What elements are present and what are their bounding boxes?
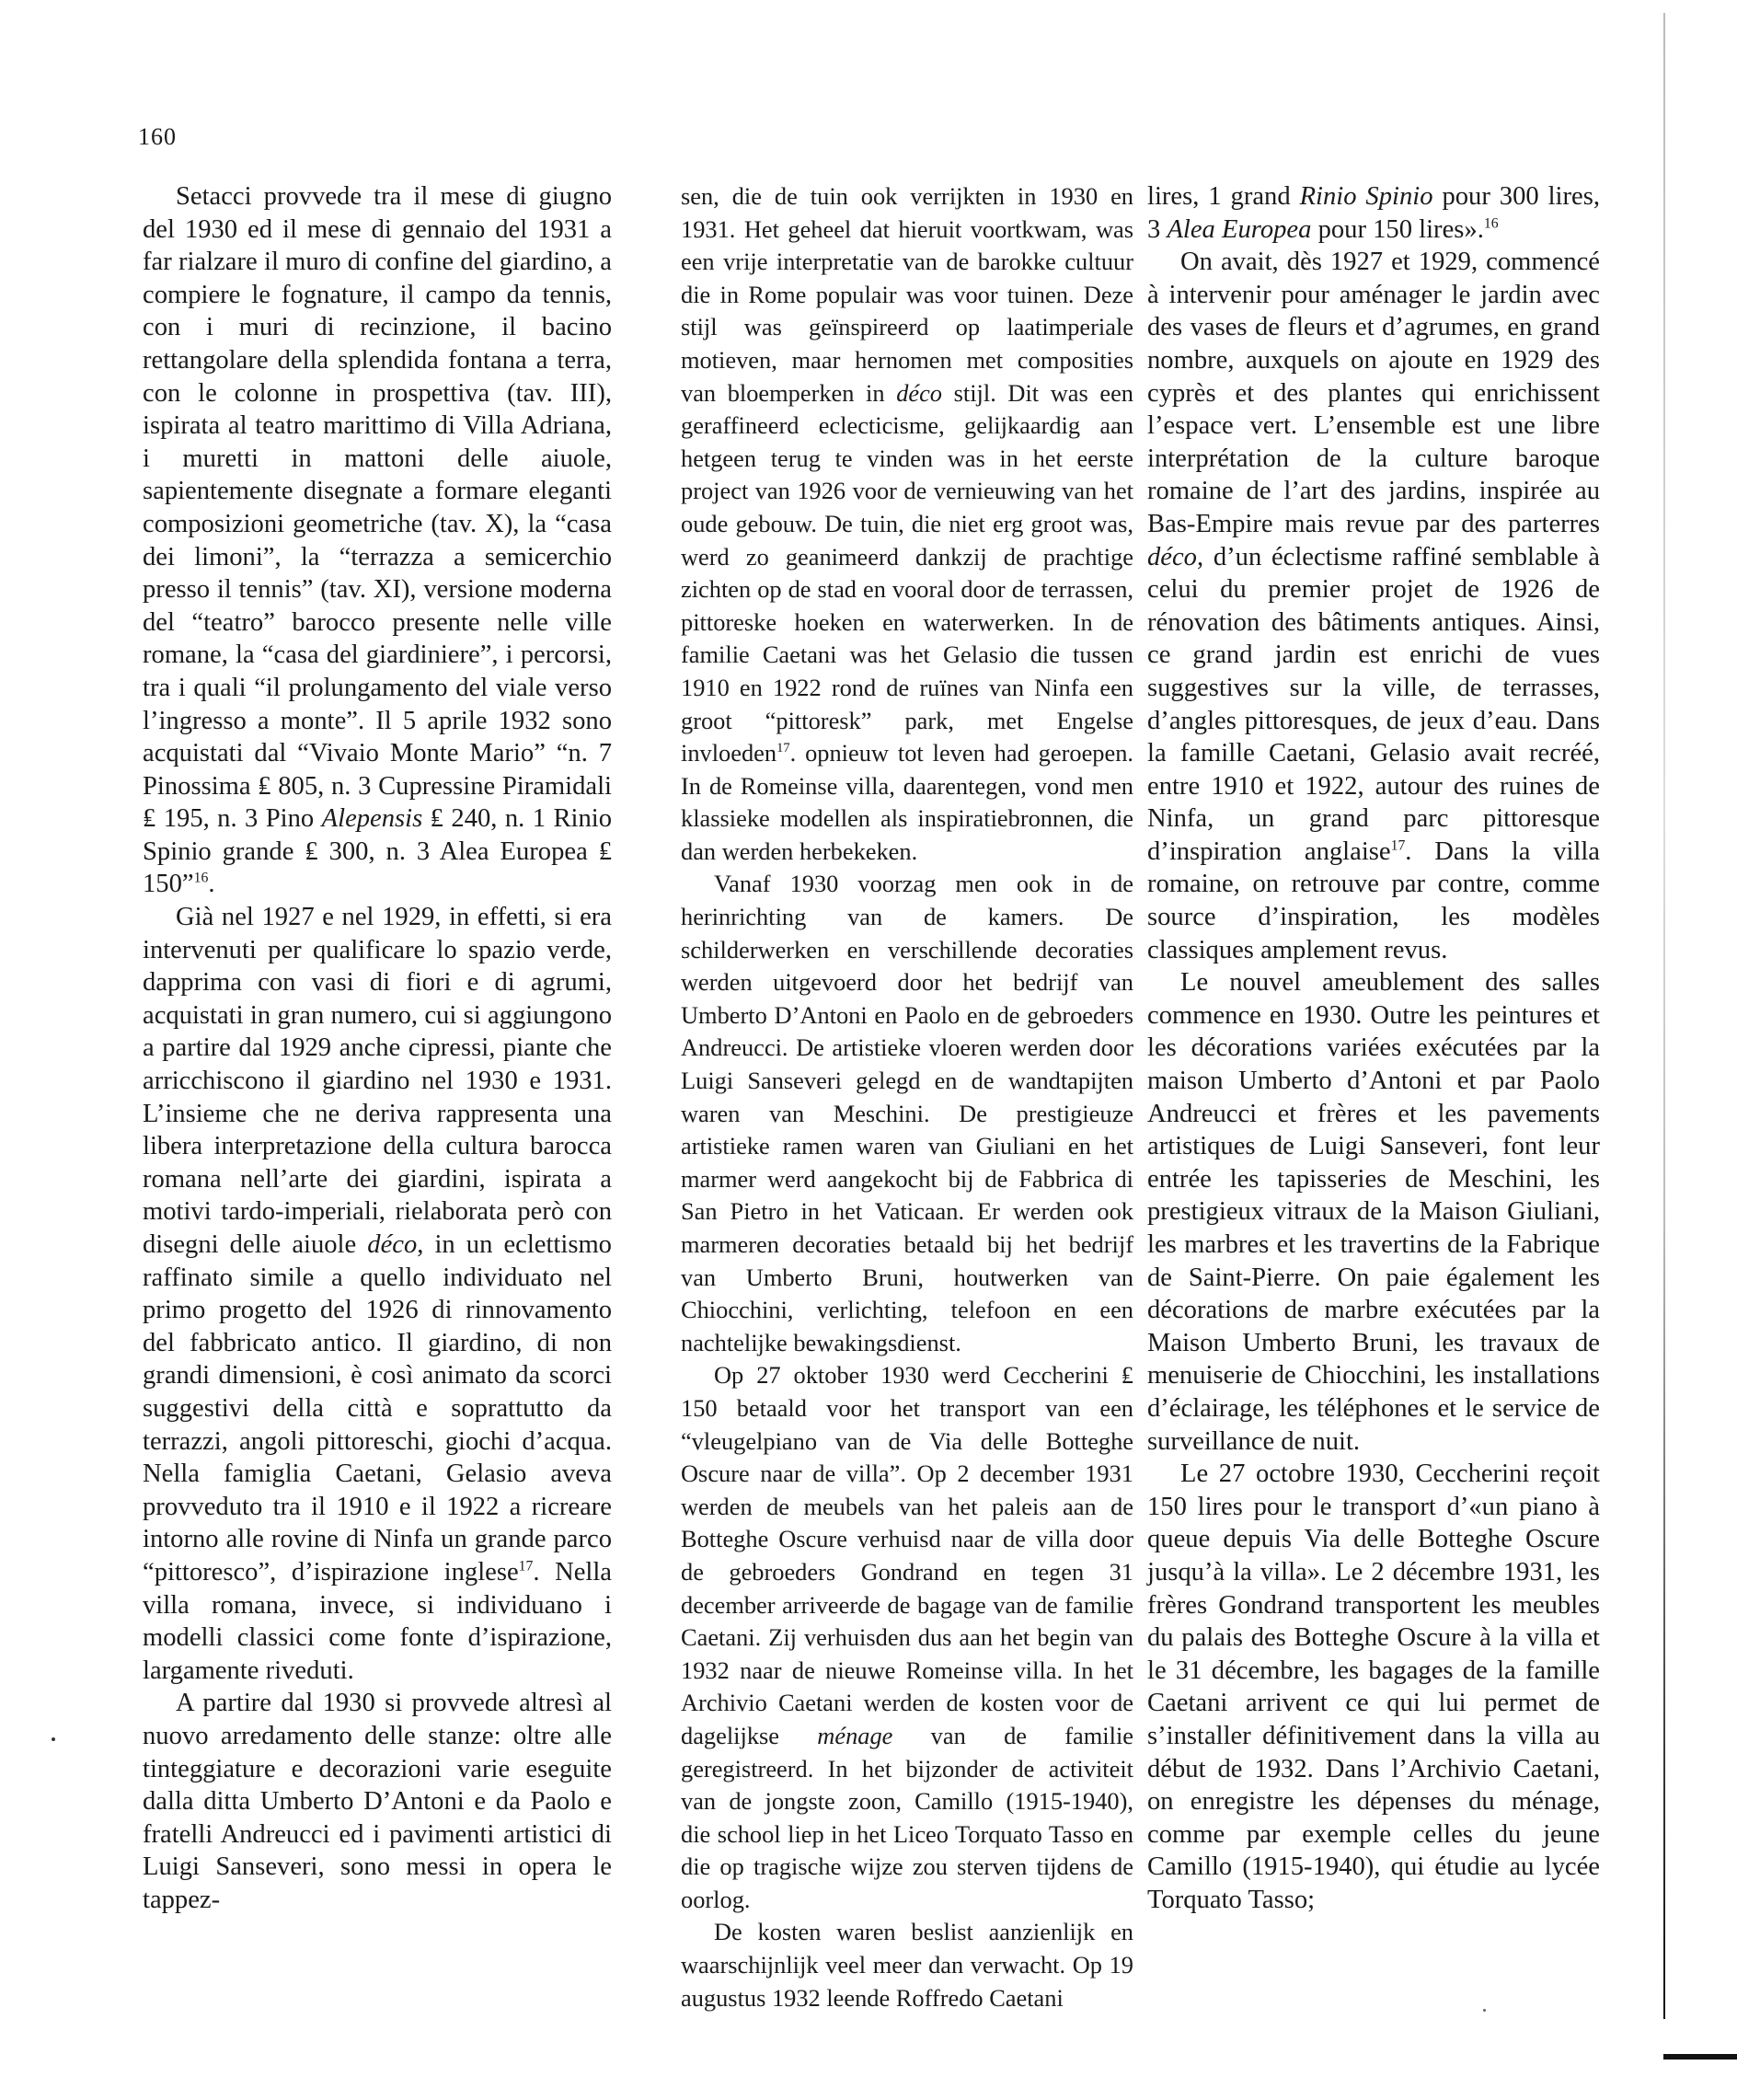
italic-term: déco — [367, 1230, 418, 1259]
italic-term: ménage — [817, 1721, 893, 1749]
page-number: 160 — [138, 123, 177, 150]
text-run: . — [208, 870, 215, 899]
text-run: Già nel 1927 e nel 1929, in effetti, si era intervenuti per qualificare lo spazio verde, dapprima con vasi di fiori e di agrumi, acquistati in gran numero, cui si aggiungono a partire dal 1929 anche cipressi, piante che arricchiscono il giardino nel 1930 e 1931. L’insieme che ne deriva rappresenta una libera interpretazione della cultura barocca romana nell’arte dei giardini, ispirata a motivi tardo-imperiali, rielaborata però con disegni delle aiuole — [143, 903, 612, 1259]
text-run: ₤ 240, n. 1 Rinio Spinio grande ₤ 300, n. 3 Alea Europea ₤ 150” — [143, 804, 613, 899]
text-run: sen, die de tuin ook verrijkten in 1930 en 1931. Het geheel dat hieruit voortkwam, was een vrije interpretatie van de barokke cultuur die in Rome populair was voor tuinen. Deze stijl was geïnspireerd op laatimperiale motieven, maar hernomen met composities van bloemperken in — [681, 182, 1133, 407]
french-text-column — [1147, 180, 1600, 1916]
text-run: Vanaf 1930 voorzag men ook in de herinrichting van de kamers. De schilderwerken en verschillende decoraties werden uitgevoerd door het bedrijf van Umberto D’Antoni en Paolo en de gebroeders Andreucci. De artistieke vloeren werden door Luigi Sanseveri gelegd en de wandtapijten waren van Meschini. De prestigieuze artistieke ramen waren van Giuliani en het marmer werd aangekocht bij de Fabbrica di San Pietro in het Vaticaan. Er werden ook marmeren decoraties betaald bij het bedrijf van Umberto Bruni, houtwerken van Chiocchini, verlichting, telefoon en een nachtelijke bewakingsdienst. — [681, 870, 1133, 1356]
paragraph — [681, 868, 1133, 1359]
paragraph — [681, 1359, 1133, 1916]
text-run: . Dans la villa romaine, on retrouve par contre, comme source d’inspiration, les modèles classiques amplement revus. — [1147, 837, 1600, 964]
italic-term: Alea Europea — [1167, 214, 1312, 244]
text-run: De kosten waren beslist aanzienlijk en waarschijnlijk veel meer dan verwacht. Op 19 augustus 1932 leende Roffredo Caetani — [681, 1918, 1133, 2012]
scan-speck — [1483, 2009, 1486, 2012]
italian-text-column — [143, 180, 612, 1916]
footnote-ref: 17 — [776, 741, 790, 756]
text-run: . Nella villa romana, invece, si individuano i modelli classici come fonte d’ispirazione, largamente riveduti. — [143, 1557, 612, 1685]
text-run: , in un eclettismo raffinato simile a quello individuato nel primo progetto del 1926 di rinnovamento del fabbricato antico. Il giardino, di non grandi dimensioni, è così animato da scorci suggestivi della città e soprattutto da terrazzi, angoli pittoreschi, giochi d’acqua. Nella famiglia Caetani, Gelasio aveva provveduto tra il 1910 e il 1922 a ricreare intorno alle rovine di Ninfa un grande parco “pittoresco”, d’ispirazione inglese — [143, 1230, 612, 1587]
paragraph — [143, 180, 612, 901]
paragraph — [1147, 1458, 1600, 1916]
dutch-text-column — [681, 180, 1133, 2014]
scan-speck — [52, 1737, 55, 1741]
text-run: pour 300 lires, 3 — [1147, 182, 1600, 244]
text-run: A partire dal 1930 si provvede altresì al nuovo arredamento delle stanze: oltre alle tinteggiature e decorazioni varie eseguite dalla ditta Umberto D’Antoni e da Paolo e fratelli Andreucci ed i pavimenti artistici di Luigi Sanseveri, sono messi in opera le tappez- — [143, 1689, 612, 1914]
paragraph — [1147, 246, 1600, 966]
text-run: . opnieuw tot leven had geroepen. In de Romeinse villa, daarentegen, vond men klassieke modellen als inspiratiebronnen, die dan werden herbekeken. — [681, 739, 1133, 865]
italic-term: déco — [1147, 542, 1197, 571]
italic-term: Alepensis — [321, 804, 423, 834]
paragraph — [1147, 180, 1600, 246]
footnote-ref: 17 — [518, 1558, 534, 1575]
text-run: pour 150 lires». — [1311, 214, 1484, 244]
paragraph — [143, 1687, 612, 1916]
paragraph — [1147, 966, 1600, 1458]
text-run: lires, 1 grand — [1147, 182, 1300, 211]
page-edge-foot — [1663, 2054, 1737, 2060]
footnote-ref: 16 — [1483, 215, 1499, 232]
footnote-ref: 16 — [193, 870, 209, 886]
paragraph — [143, 901, 612, 1687]
text-run: Setacci provvede tra il mese di giugno del 1930 ed il mese di gennaio del 1931 a far rialzare il muro di confine del giardino, a compiere le fognature, il campo da tennis, con i muri di recinzione, il bacino rettangolare della splendida fontana a terra, con le colonne in prospettiva (tav. III), ispirata al teatro marittimo di Villa Adriana, i muretti in mattoni delle aiuole, sapientemente disegnate a formare eleganti composizioni geometriche (tav. X), la “casa dei limoni”, la “terrazza a semicerchio presso il tennis” (tav. XI), versione moderna del “teatro” barocco presente nelle ville romane, la “casa del giardiniere”, i percorsi, tra i quali “il prolungamento del viale verso l’ingresso a monte”. Il 5 aprile 1932 sono acquistati dal “Vivaio Monte Mario” “n. 7 Pinossima ₤ 805, n. 3 Cupressine Piramidali ₤ 195, n. 3 Pino — [143, 182, 612, 834]
text-run: stijl. Dit was een geraffineerd eclecticisme, gelijkaardig aan hetgeen terug te vinden was in het eerste project van 1926 voor de vernieuwing van het oude gebouw. De tuin, die niet erg groot was, werd zo geanimeerd dankzij de prachtige zichten op de stad en vooral door de terrassen, pittoreske hoeken en waterwerken. In de familie Caetani was het Gelasio die tussen 1910 en 1922 rond de ruïnes van Ninfa een groot “pittoresk” park, met Engelse invloeden — [681, 378, 1133, 767]
text-run: , d’un éclectisme raffiné semblable à celui du premier projet de 1926 de rénovation des bâtiments antiques. Ainsi, ce grand jardin est enrichi de vues suggestives sur la ville, de terrasses, d’angles pittoresques, de jeux d’eau. Dans la famille Caetani, Gelasio avait recréé, entre 1910 et 1922, autour des ruines de Ninfa, un grand parc pittoresque d’inspiration anglaise — [1147, 542, 1600, 866]
paragraph — [681, 180, 1133, 868]
text-run: Op 27 oktober 1930 werd Ceccherini ₤ 150 betaald voor het transport van een “vleugelpiano van de Via delle Botteghe Oscure naar de villa”. Op 2 december 1931 werden de meubels van het paleis aan de Botteghe Oscure verhuisd naar de villa door de gebroeders Gondrand en tegen 31 december arriveerde de bagage van de familie Caetani. Zij verhuisden dus aan het begin van 1932 naar de nieuwe Romeinse villa. In het Archivio Caetani werden de kosten voor de dagelijkse — [681, 1361, 1133, 1749]
italic-term: déco — [896, 378, 943, 407]
text-run: On avait, dès 1927 et 1929, commencé à intervenir pour aménager le jardin avec des vases de fleurs et d’agrumes, en grand nombre, auxquels on ajoute en 1929 des cyprès et des plantes qui enrichissent l’espace vert. L’ensemble est une libre interprétation de la culture baroque romaine de l’art des jardins, inspirée au Bas-Empire mais revue par des parterres — [1147, 248, 1600, 538]
text-run: van de familie geregistreerd. In het bijzonder de activiteit van de jongste zoon, Camillo (1915-1940), die school liep in het Liceo Torquato Tasso en die op tragische wijze zou sterven tijdens de oorlog. — [681, 1721, 1134, 1913]
paragraph — [681, 1916, 1133, 2014]
footnote-ref: 17 — [1390, 837, 1406, 854]
italic-term: Rinio Spinio — [1299, 182, 1433, 211]
text-run: Le 27 octobre 1930, Ceccherini reçoit 150 lires pour le transport d’«un piano à queue depuis Via delle Botteghe Oscure jusqu’à la villa». Le 2 décembre 1931, les frères Gondrand transportent les meubles du palais des Botteghe Oscure à la villa et le 31 décembre, les bagages de la famille Caetani arrivent ce qui lui permet de s’installer définitivement dans la villa au début de 1932. Dans l’Archivio Caetani, on enregistre les dépenses du ménage, comme par exemple celles du jeune Camillo (1915-1940), qui étudie au lycée Torquato Tasso; — [1147, 1460, 1600, 1914]
page-edge-rule — [1663, 13, 1665, 2019]
text-run: Le nouvel ameublement des salles commence en 1930. Outre les peintures et les décorations variées exécutées par la maison Umberto d’Antoni et par Paolo Andreucci et frères et les pavements artistiques de Luigi Sanseveri, font leur entrée les tapisseries de Meschini, les prestigieux vitraux de la Maison Giuliani, les marbres et les travertins de la Fabrique de Saint-Pierre. On paie également les décorations de marbre exécutées par la Maison Umberto Bruni, les travaux de menuiserie de Chiocchini, les installations d’éclairage, les téléphones et le service de surveillance de nuit. — [1147, 968, 1600, 1456]
